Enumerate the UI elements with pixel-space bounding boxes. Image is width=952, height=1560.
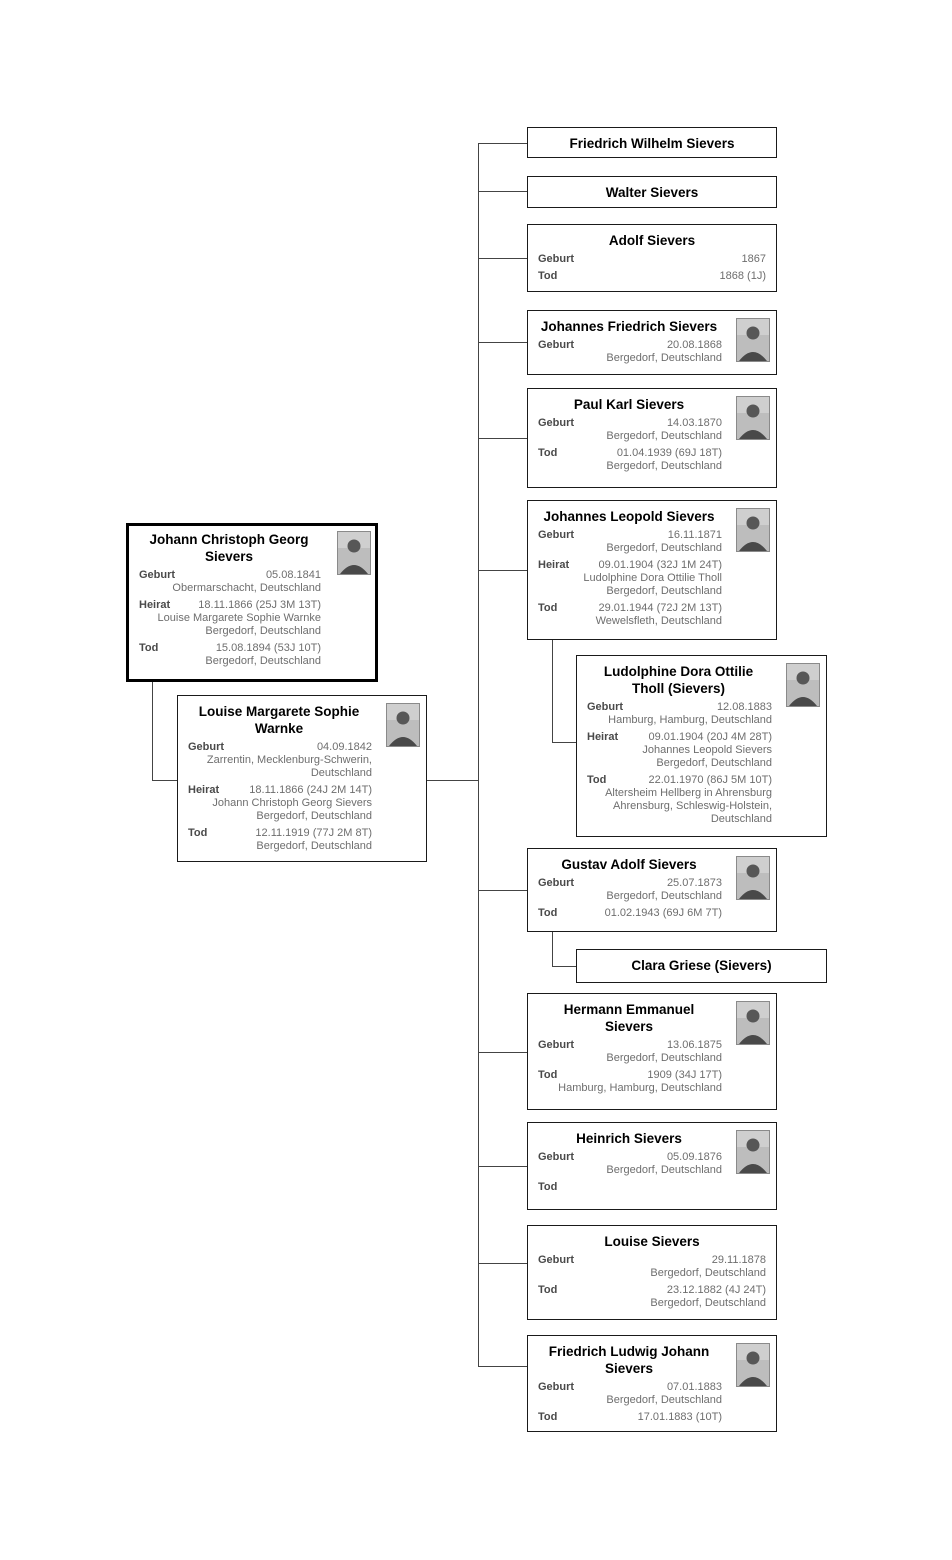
connector-line: [478, 258, 527, 259]
event-value: 18.11.1866 (24J 2M 14T): [249, 784, 372, 796]
event-list: [528, 1039, 776, 1095]
event-row: [538, 417, 722, 443]
event-value: Bergedorf, Deutschland: [205, 655, 321, 667]
portrait-photo: [337, 531, 371, 575]
person-card-adolf-sievers[interactable]: [527, 224, 777, 292]
event-value: 04.09.1842: [316, 741, 372, 753]
event-row: [538, 1254, 766, 1280]
connector-line: [478, 438, 527, 439]
person-name-line: Johann Christoph Georg: [149, 532, 309, 547]
connector-line: [552, 966, 576, 967]
event-value: Bergedorf, Deutschland: [606, 460, 722, 472]
event-row: [538, 907, 722, 920]
event-row: [188, 741, 372, 780]
portrait-silhouette-icon: [737, 319, 769, 361]
person-card-johannes-friedrich-sievers[interactable]: [527, 310, 777, 375]
event-value: Bergedorf, Deutschland: [606, 1394, 722, 1406]
person-name-line: Friedrich Ludwig Johann: [548, 1344, 710, 1359]
event-value: Hamburg, Hamburg, Deutschland: [558, 1082, 722, 1094]
event-value: 09.01.1904 (20J 4M 28T): [648, 731, 772, 743]
event-value: Bergedorf, Deutschland: [606, 430, 722, 442]
event-value: 01.04.1939 (69J 18T): [616, 447, 722, 459]
event-value: Bergedorf, Deutschland: [205, 625, 321, 637]
event-list: [178, 741, 426, 853]
event-value: 22.01.1970 (86J 5M 10T): [648, 774, 772, 786]
person-name-line: Ludolphine Dora Ottilie: [603, 664, 754, 679]
event-value: 09.01.1904 (32J 1M 24T): [598, 559, 722, 571]
portrait-photo: [786, 663, 820, 707]
event-label: Heirat: [188, 784, 220, 796]
person-name-line: Heinrich Sievers: [576, 1131, 682, 1146]
event-value: Louise Margarete Sophie Warnke: [157, 612, 321, 624]
event-label: Tod: [538, 1069, 558, 1081]
event-row: [538, 1151, 722, 1177]
portrait-photo: [736, 1001, 770, 1045]
portrait-silhouette-icon: [737, 397, 769, 439]
event-value: 25.07.1873: [666, 877, 722, 889]
event-row: [538, 1381, 722, 1407]
event-value: 17.01.1883 (10T): [637, 1411, 722, 1423]
connector-line: [478, 570, 527, 571]
event-row: [538, 270, 766, 283]
event-list: [129, 569, 375, 668]
event-value: Bergedorf, Deutschland: [606, 585, 722, 597]
event-value: Deutschland: [310, 767, 372, 779]
event-row: [587, 774, 772, 826]
event-list: [577, 701, 826, 826]
event-label: Geburt: [538, 529, 575, 541]
portrait-silhouette-icon: [737, 857, 769, 899]
event-value: 29.11.1878: [711, 1254, 766, 1266]
event-value: Bergedorf, Deutschland: [606, 542, 722, 554]
person-name-line: Tholl (Sievers): [631, 681, 726, 696]
event-label: Geburt: [538, 1039, 575, 1051]
event-value: Obermarschacht, Deutschland: [172, 582, 321, 594]
connector-line: [478, 143, 527, 144]
event-row: [538, 447, 722, 473]
event-label: Tod: [139, 642, 159, 654]
person-name-line: Clara Griese (Sievers): [631, 958, 772, 973]
connector-line: [478, 1366, 527, 1367]
person-name-line: Paul Karl Sievers: [573, 397, 685, 412]
person-name: [528, 232, 776, 249]
person-card-friedrich-wilhelm-sievers[interactable]: [527, 127, 777, 158]
event-value: Bergedorf, Deutschland: [606, 1052, 722, 1064]
event-value: 20.08.1868: [666, 339, 722, 351]
event-value: Wewelsfleth, Deutschland: [595, 615, 722, 627]
event-value: 29.01.1944 (72J 2M 13T): [598, 602, 722, 614]
person-card-paul-karl-sievers[interactable]: [527, 388, 777, 488]
event-value: 14.03.1870: [666, 417, 722, 429]
event-value: 05.08.1841: [265, 569, 321, 581]
portrait-silhouette-icon: [387, 704, 419, 746]
event-row: [538, 529, 722, 555]
event-row: [139, 599, 321, 638]
portrait-photo: [736, 1343, 770, 1387]
person-name-line: Sievers: [204, 549, 254, 564]
connector-line: [478, 191, 527, 192]
event-value: 16.11.1871: [667, 529, 722, 541]
event-row: [538, 1039, 722, 1065]
event-value: 1909 (34J 17T): [647, 1069, 722, 1081]
event-row: [538, 1411, 722, 1424]
event-label: Tod: [188, 827, 208, 839]
person-card-clara-griese-sievers[interactable]: [576, 949, 827, 983]
person-name-line: Johannes Friedrich Sievers: [540, 319, 718, 334]
connector-line: [478, 1263, 527, 1264]
person-name-line: Sievers: [604, 1361, 654, 1376]
event-value: Hamburg, Hamburg, Deutschland: [608, 714, 772, 726]
event-label: Geburt: [538, 1151, 575, 1163]
event-row: [139, 569, 321, 595]
event-value: Bergedorf, Deutschland: [650, 1297, 766, 1309]
person-card-hermann-emmanuel-sievers[interactable]: [527, 993, 777, 1110]
person-card-walter-sievers[interactable]: [527, 176, 777, 208]
event-row: [538, 602, 722, 628]
event-label: Tod: [538, 1181, 558, 1193]
connector-line: [478, 890, 527, 891]
connector-line: [552, 932, 553, 966]
event-value: 05.09.1876: [666, 1151, 722, 1163]
event-row: [538, 559, 722, 598]
person-card-johannes-leopold-sievers[interactable]: [527, 500, 777, 640]
event-value: Bergedorf, Deutschland: [606, 352, 722, 364]
event-label: Tod: [538, 1411, 558, 1423]
person-name-line: Warnke: [254, 721, 304, 736]
event-label: Geburt: [538, 877, 575, 889]
person-name-line: Adolf Sievers: [608, 233, 696, 248]
connector-line: [478, 1166, 527, 1167]
event-label: Tod: [538, 447, 558, 459]
person-card-gustav-adolf-sievers[interactable]: [527, 848, 777, 932]
event-label: Heirat: [538, 559, 570, 571]
event-row: [538, 877, 722, 903]
event-value: Zarrentin, Mecklenburg-Schwerin,: [206, 754, 372, 766]
portrait-photo: [736, 508, 770, 552]
portrait-photo: [736, 1130, 770, 1174]
event-value: 1867: [741, 253, 766, 265]
event-value: 15.08.1894 (53J 10T): [215, 642, 321, 654]
event-value: Bergedorf, Deutschland: [650, 1267, 766, 1279]
portrait-photo: [386, 703, 420, 747]
event-value: 13.06.1875: [666, 1039, 722, 1051]
event-label: Geburt: [538, 339, 575, 351]
event-value: 12.08.1883: [716, 701, 772, 713]
person-card-louise-sievers[interactable]: [527, 1225, 777, 1320]
person-card-ludolphine-dora-ottilie-tholl-sievers[interactable]: [576, 655, 827, 837]
person-name-line: Walter Sievers: [605, 185, 699, 200]
event-value: 18.11.1866 (25J 3M 13T): [198, 599, 321, 611]
person-name-line: Gustav Adolf Sievers: [561, 857, 697, 872]
person-name-line: Louise Sievers: [604, 1234, 700, 1249]
event-value: 12.11.1919 (77J 2M 8T): [255, 827, 372, 839]
portrait-silhouette-icon: [787, 664, 819, 706]
portrait-silhouette-icon: [338, 532, 370, 574]
event-value: Ahrensburg, Schleswig-Holstein,: [613, 800, 772, 812]
event-value: Johann Christoph Georg Sievers: [212, 797, 372, 809]
event-value: Bergedorf, Deutschland: [606, 890, 722, 902]
portrait-silhouette-icon: [737, 1002, 769, 1044]
person-name-line: Hermann Emmanuel: [563, 1002, 695, 1017]
event-row: [538, 1284, 766, 1310]
event-row: [139, 642, 321, 668]
event-label: Tod: [538, 602, 558, 614]
event-value: 23.12.1882 (4J 24T): [666, 1284, 766, 1296]
portrait-photo: [736, 318, 770, 362]
event-label: Tod: [587, 774, 607, 786]
portrait-photo: [736, 856, 770, 900]
connector-line: [478, 143, 479, 1366]
event-row: [188, 784, 372, 823]
person-name-line: Sievers: [604, 1019, 654, 1034]
event-label: Geburt: [538, 1254, 575, 1266]
connector-line: [478, 342, 527, 343]
person-name: [528, 135, 776, 152]
event-row: [538, 1181, 722, 1194]
event-label: Geburt: [587, 701, 624, 713]
person-card-friedrich-ludwig-johann-sievers[interactable]: [527, 1335, 777, 1432]
person-name: [528, 1233, 776, 1250]
person-name: [528, 184, 776, 201]
event-value: Johannes Leopold Sievers: [642, 744, 772, 756]
event-row: [188, 827, 372, 853]
person-name: [577, 957, 826, 974]
person-name-line: Louise Margarete Sophie: [198, 704, 360, 719]
event-value: Altersheim Hellberg in Ahrensburg: [605, 787, 772, 799]
event-row: [538, 339, 722, 365]
event-label: Geburt: [139, 569, 176, 581]
person-name-line: Johannes Leopold Sievers: [543, 509, 715, 524]
event-value: 07.01.1883: [666, 1381, 722, 1393]
connector-line: [552, 640, 553, 742]
event-value: Ludolphine Dora Ottilie Tholl: [583, 572, 722, 584]
event-label: Heirat: [139, 599, 171, 611]
event-label: Geburt: [538, 253, 575, 265]
event-label: Tod: [538, 270, 558, 282]
event-list: [528, 1381, 776, 1424]
person-card-heinrich-sievers[interactable]: [527, 1122, 777, 1210]
event-value: Bergedorf, Deutschland: [256, 810, 372, 822]
event-row: [587, 731, 772, 770]
event-value: Bergedorf, Deutschland: [256, 840, 372, 852]
event-label: Heirat: [587, 731, 619, 743]
event-list: [528, 253, 776, 283]
event-label: Tod: [538, 907, 558, 919]
portrait-silhouette-icon: [737, 1344, 769, 1386]
event-row: [538, 1069, 722, 1095]
event-label: Tod: [538, 1284, 558, 1296]
event-list: [528, 1254, 776, 1310]
event-value: Bergedorf, Deutschland: [606, 1164, 722, 1176]
portrait-silhouette-icon: [737, 509, 769, 551]
event-value: Deutschland: [710, 813, 772, 825]
portrait-photo: [736, 396, 770, 440]
connector-line: [152, 682, 153, 780]
event-value: Bergedorf, Deutschland: [656, 757, 772, 769]
connector-line: [478, 1052, 527, 1053]
event-row: [538, 253, 766, 266]
connector-line: [552, 742, 576, 743]
event-label: Geburt: [538, 1381, 575, 1393]
portrait-silhouette-icon: [737, 1131, 769, 1173]
person-card-louise-margarete-sophie-warnke[interactable]: [177, 695, 427, 862]
event-label: Geburt: [188, 741, 225, 753]
person-card-johann-christoph-georg-sievers[interactable]: [126, 523, 378, 682]
event-value: 01.02.1943 (69J 6M 7T): [604, 907, 722, 919]
person-name-line: Friedrich Wilhelm Sievers: [569, 136, 735, 151]
event-label: Geburt: [538, 417, 575, 429]
event-row: [587, 701, 772, 727]
event-value: 1868 (1J): [719, 270, 766, 282]
